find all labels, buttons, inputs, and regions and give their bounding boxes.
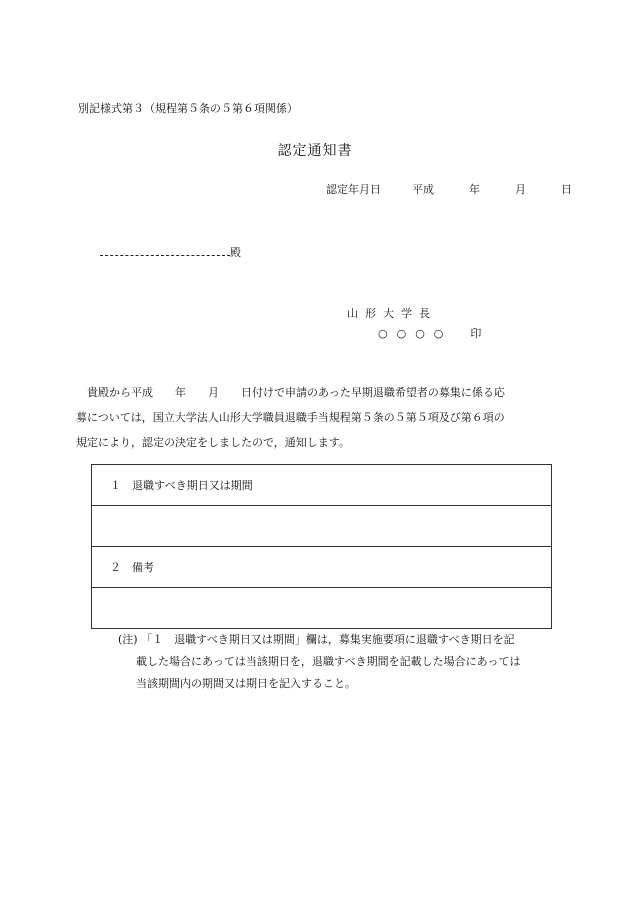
note-line: (注) 「１ 退職すべき期日又は期間」欄は，募集実施要項に退職すべき期日を記 (118, 633, 515, 646)
table-row (92, 465, 552, 506)
body-line: 規定により，認定の決定をしましたので，通知します。 (76, 436, 350, 449)
date-year-unit: 年 (469, 183, 480, 196)
table-row (92, 547, 552, 588)
table-row (92, 588, 552, 629)
remarks-label: ２ 備考 (92, 547, 552, 588)
document-title: 認定通知書 (277, 143, 353, 159)
table-row (92, 506, 552, 547)
date-day-unit: 日 (561, 183, 572, 196)
notice-body (76, 380, 556, 455)
date-label: 認定年月日 (326, 183, 381, 196)
issuer-name-placeholder: ○○○○ (378, 327, 453, 340)
date-month-unit: 月 (515, 183, 526, 196)
form-code: 別記様式第３（規程第５条の５第６項関係） (78, 102, 298, 115)
issuer-title: 山形大学長 (347, 307, 437, 320)
addressee-suffix: 殿 (230, 246, 241, 259)
footnote (118, 629, 521, 695)
body-line: 募については，国立大学法人山形大学職員退職手当規程第５条の５第５項及び第６項の (76, 411, 505, 424)
addressee (100, 244, 241, 260)
retirement-date-value (92, 506, 552, 547)
body-line: 貴殿から平成 年 月 日付けで申請のあった早期退職希望者の募集に係る応 (76, 386, 505, 399)
note-line: 載した場合にあっては当該期日を，退職すべき期間を記載した場合にあっては (136, 655, 521, 668)
issuer-name (378, 325, 481, 341)
note-line: 当該期間内の期間又は期日を記入すること。 (136, 677, 356, 690)
certification-date (326, 181, 572, 197)
details-table (91, 464, 552, 629)
remarks-value (92, 588, 552, 629)
addressee-blank-line (100, 245, 230, 256)
retirement-date-label: １ 退職すべき期日又は期間 (92, 465, 552, 506)
date-era: 平成 (412, 183, 434, 196)
seal-mark: 印 (470, 327, 482, 340)
